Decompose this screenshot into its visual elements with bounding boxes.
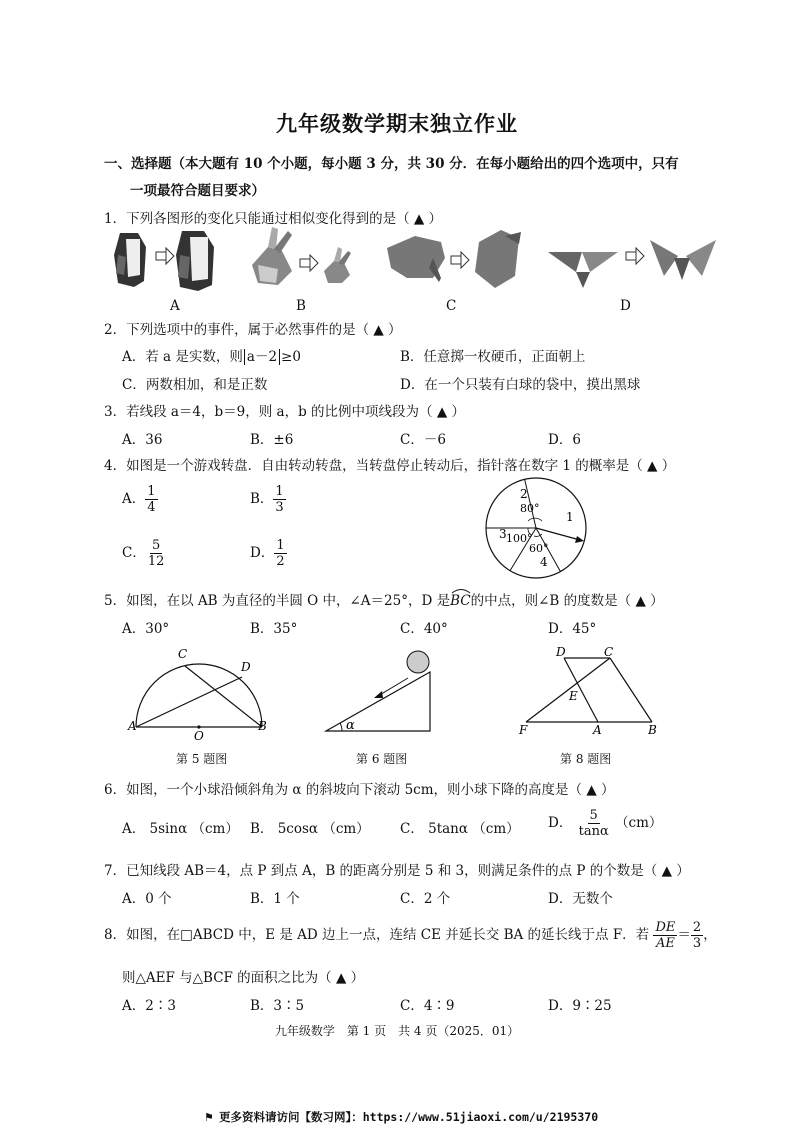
point-label-d: D [556,645,566,659]
fraction-denominator: AE [656,936,675,951]
q6-option-d-label: D． [548,815,573,831]
q5-stem-part2: 的中点，则∠B 的度数是（ ▲ ） [470,593,664,609]
q3-option-a: A．36 [122,432,163,448]
q8-equals: ＝ [677,927,691,943]
q1-label-b: B [296,298,306,314]
figure-6-slope [322,648,440,736]
q6-option-d-unit: （cm） [615,815,663,831]
q8-comma: ， [703,927,717,943]
question-4-stem: 4．如图是一个游戏转盘．自由转动转盘，当转盘停止转动后，指针落在数字 1 的概率是（ ▲ ） [104,458,676,474]
sector-label-3: 3 [499,527,507,541]
q6-option-d [548,808,662,839]
q8-ratio-value [691,920,703,951]
q1-option-d-image [546,232,718,292]
bottom-note[interactable] [204,1106,598,1125]
question-8-stem-cont: 则△AEF 与△BCF 的面积之比为（ ▲ ） [122,970,365,986]
fraction-numerator: 5 [151,538,161,553]
point-label-b: B [258,719,267,733]
q5-option-a: A．30° [122,621,170,637]
q2-option-a-text: A．若 a 是实数，则 [122,349,243,365]
point-label-e: E [569,689,578,703]
rabbit-origami-small [324,247,351,283]
q1-label-c: C [446,298,457,314]
pointer-arrow-head [575,536,584,543]
point-label-c: C [178,647,188,661]
q4-option-c-label: C． [122,545,146,561]
fraction-numerator: DE [655,920,676,935]
q4-option-b-fraction [273,484,285,515]
fraction-denominator: tanα [578,824,609,839]
elephant-origami-rotated [475,230,521,288]
q6-option-d-fraction [577,808,611,839]
q7-option-d: D．无数个 [548,891,613,907]
q4-option-d [250,538,287,569]
butterfly-origami-left [548,252,618,288]
fraction-denominator: 2 [276,554,285,569]
q1-option-a-image [110,225,230,295]
fraction-numerator: 1 [276,538,285,553]
question-5-stem [104,589,664,609]
q2-option-b: B．任意掷一枚硬币，正面朝上 [400,349,586,365]
page-title: 九年级数学期末独立作业 [276,111,518,136]
arrow-icon [626,248,644,264]
sector-label-4: 4 [540,555,548,569]
q8-ratio-de-ae [653,920,677,951]
q1-label-a: A [170,298,180,314]
q4-option-a-fraction [145,484,157,515]
q3-option-c: C．－6 [400,432,446,448]
point-label-a: A [128,719,137,733]
q5-option-d: D．45° [548,621,597,637]
q2-option-a-abs: a－2 [244,349,280,365]
elephant-origami-small [387,236,445,282]
ball [407,651,429,673]
angle-label-60: 60° [529,542,549,555]
figure-5-semicircle [126,644,276,743]
q3-option-d: D．6 [548,432,581,448]
question-2-stem: 2．下列选项中的事件，属于必然事件的是（ ▲ ） [104,322,402,338]
roll-direction-arrow-head [374,691,383,698]
fraction-denominator: 12 [147,554,165,569]
q8-option-c: C．4∶9 [400,998,455,1014]
q5-option-b: B．35° [250,621,298,637]
angle-arc [340,723,342,731]
q3-option-b: B．±6 [250,432,294,448]
q6-option-c: C． 5tanα （cm） [400,821,520,837]
angle-label-80: 80° [520,502,540,515]
point-label-b: B [648,723,657,737]
q4-option-a-label: A． [122,491,146,507]
fraction-numerator: 1 [275,484,284,499]
bottom-note-text: 更多资料请访问【数习网】：https://www.51jiaoxi.com/u/2195370 [218,1110,599,1124]
question-1-stem: 1．下列各图形的变化只能通过相似变化得到的是（ ▲ ） [104,211,443,227]
q2-option-a-suffix: ≥0 [281,349,301,365]
fraction-numerator: 2 [692,920,702,935]
question-3-stem: 3．若线段 a＝4，b＝9，则 a，b 的比例中项线段为（ ▲ ） [104,404,465,420]
angle-label-alpha: α [346,718,355,733]
pointer-arrow [536,528,580,540]
q1-option-b-image [248,225,368,295]
figure-5-caption: 第 5 题图 [176,752,228,766]
q8-option-a: A．2∶3 [122,998,176,1014]
q8-stem-part1: 8．如图，在□ABCD 中，E 是 AD 边上一点，连结 CE 并延长交 BA 的延长线于点 F．若 [104,927,650,943]
flag-icon: ⚑ [204,1111,214,1124]
fraction-denominator: 3 [275,500,284,515]
q5-stem-part1: 5．如图，在以 AB 为直径的半圆 O 中，∠A＝25°，D 是 [104,593,451,609]
arrow-icon [451,252,469,268]
side-cb [610,658,652,722]
q2-option-a [122,345,301,365]
fraction-numerator: 5 [589,808,598,823]
figure-6-caption: 第 6 题图 [356,752,408,766]
q4-option-d-label: D． [250,545,275,561]
point-label-o: O [194,729,204,743]
penguin-origami-small [114,233,146,287]
question-7-stem: 7．已知线段 AB＝4，点 P 到点 A，B 的距离分别是 5 和 3，则满足条件的点 P 的个数是（ ▲ ） [104,863,690,879]
question-6-stem: 6．如图，一个小球沿倾斜角为 α 的斜坡向下滚动 5cm，则小球下降的高度是（ ▲ ） [104,782,615,798]
q6-option-a: A． 5sinα （cm） [122,821,239,837]
question-8-stem [104,920,717,951]
section-heading-cont: 一项最符合题目要求） [130,183,265,199]
fraction-denominator: 4 [147,500,156,515]
angle-arc [528,518,542,521]
fraction-numerator: 1 [147,484,156,499]
q4-option-a [122,484,158,515]
rabbit-origami-large [252,227,292,285]
slope-triangle [326,672,430,731]
arrow-icon [300,255,318,271]
q6-option-b: B． 5cosα （cm） [250,821,370,837]
arc-symbol-icon [450,588,472,594]
figure-8-parallelogram [516,646,666,738]
q2-option-c: C．两数相加，和是正数 [122,377,268,393]
page-footer: 九年级数学 第 1 页 共 4 页（2025．01） [274,1024,520,1038]
q8-option-b: B．3∶5 [250,998,305,1014]
q5-option-c: C．40° [400,621,448,637]
point-label-d: D [241,660,251,674]
arrow-icon [156,248,174,264]
q7-option-c: C．2 个 [400,891,451,907]
point-label-f: F [519,723,528,737]
point-label-c: C [604,645,614,659]
angle-label-100: 100° [506,532,533,545]
q7-option-a: A．0 个 [122,891,172,907]
q1-option-c-image [385,228,525,296]
line-cf [526,658,610,722]
arc-bc [450,591,471,609]
fraction-denominator: 3 [692,936,702,951]
spinner-wheel-figure [484,476,594,586]
q4-option-b [250,484,286,515]
figure-8-caption: 第 8 题图 [560,752,612,766]
q1-label-d: D [620,298,631,314]
point-label-a: A [593,723,602,737]
q2-option-d: D．在一个只装有白球的袋中，摸出黑球 [400,377,641,393]
q4-option-c [122,538,166,569]
section-heading: 一、选择题（本大题有 10 个小题，每小题 3 分，共 30 分．在每小题给出的四个选项中，只有 [104,156,679,172]
sector-label-2: 2 [520,487,528,501]
sector-label-1: 1 [566,510,574,524]
q4-option-b-label: B． [250,491,274,507]
butterfly-origami-right [650,240,716,280]
penguin-origami-large [176,231,214,291]
arc-bc-label: BC [450,593,471,609]
chord-cb [185,666,262,727]
q4-option-d-fraction [274,538,286,569]
q7-option-b: B．1 个 [250,891,300,907]
q8-option-d: D．9∶25 [548,998,612,1014]
q4-option-c-fraction [146,538,167,569]
